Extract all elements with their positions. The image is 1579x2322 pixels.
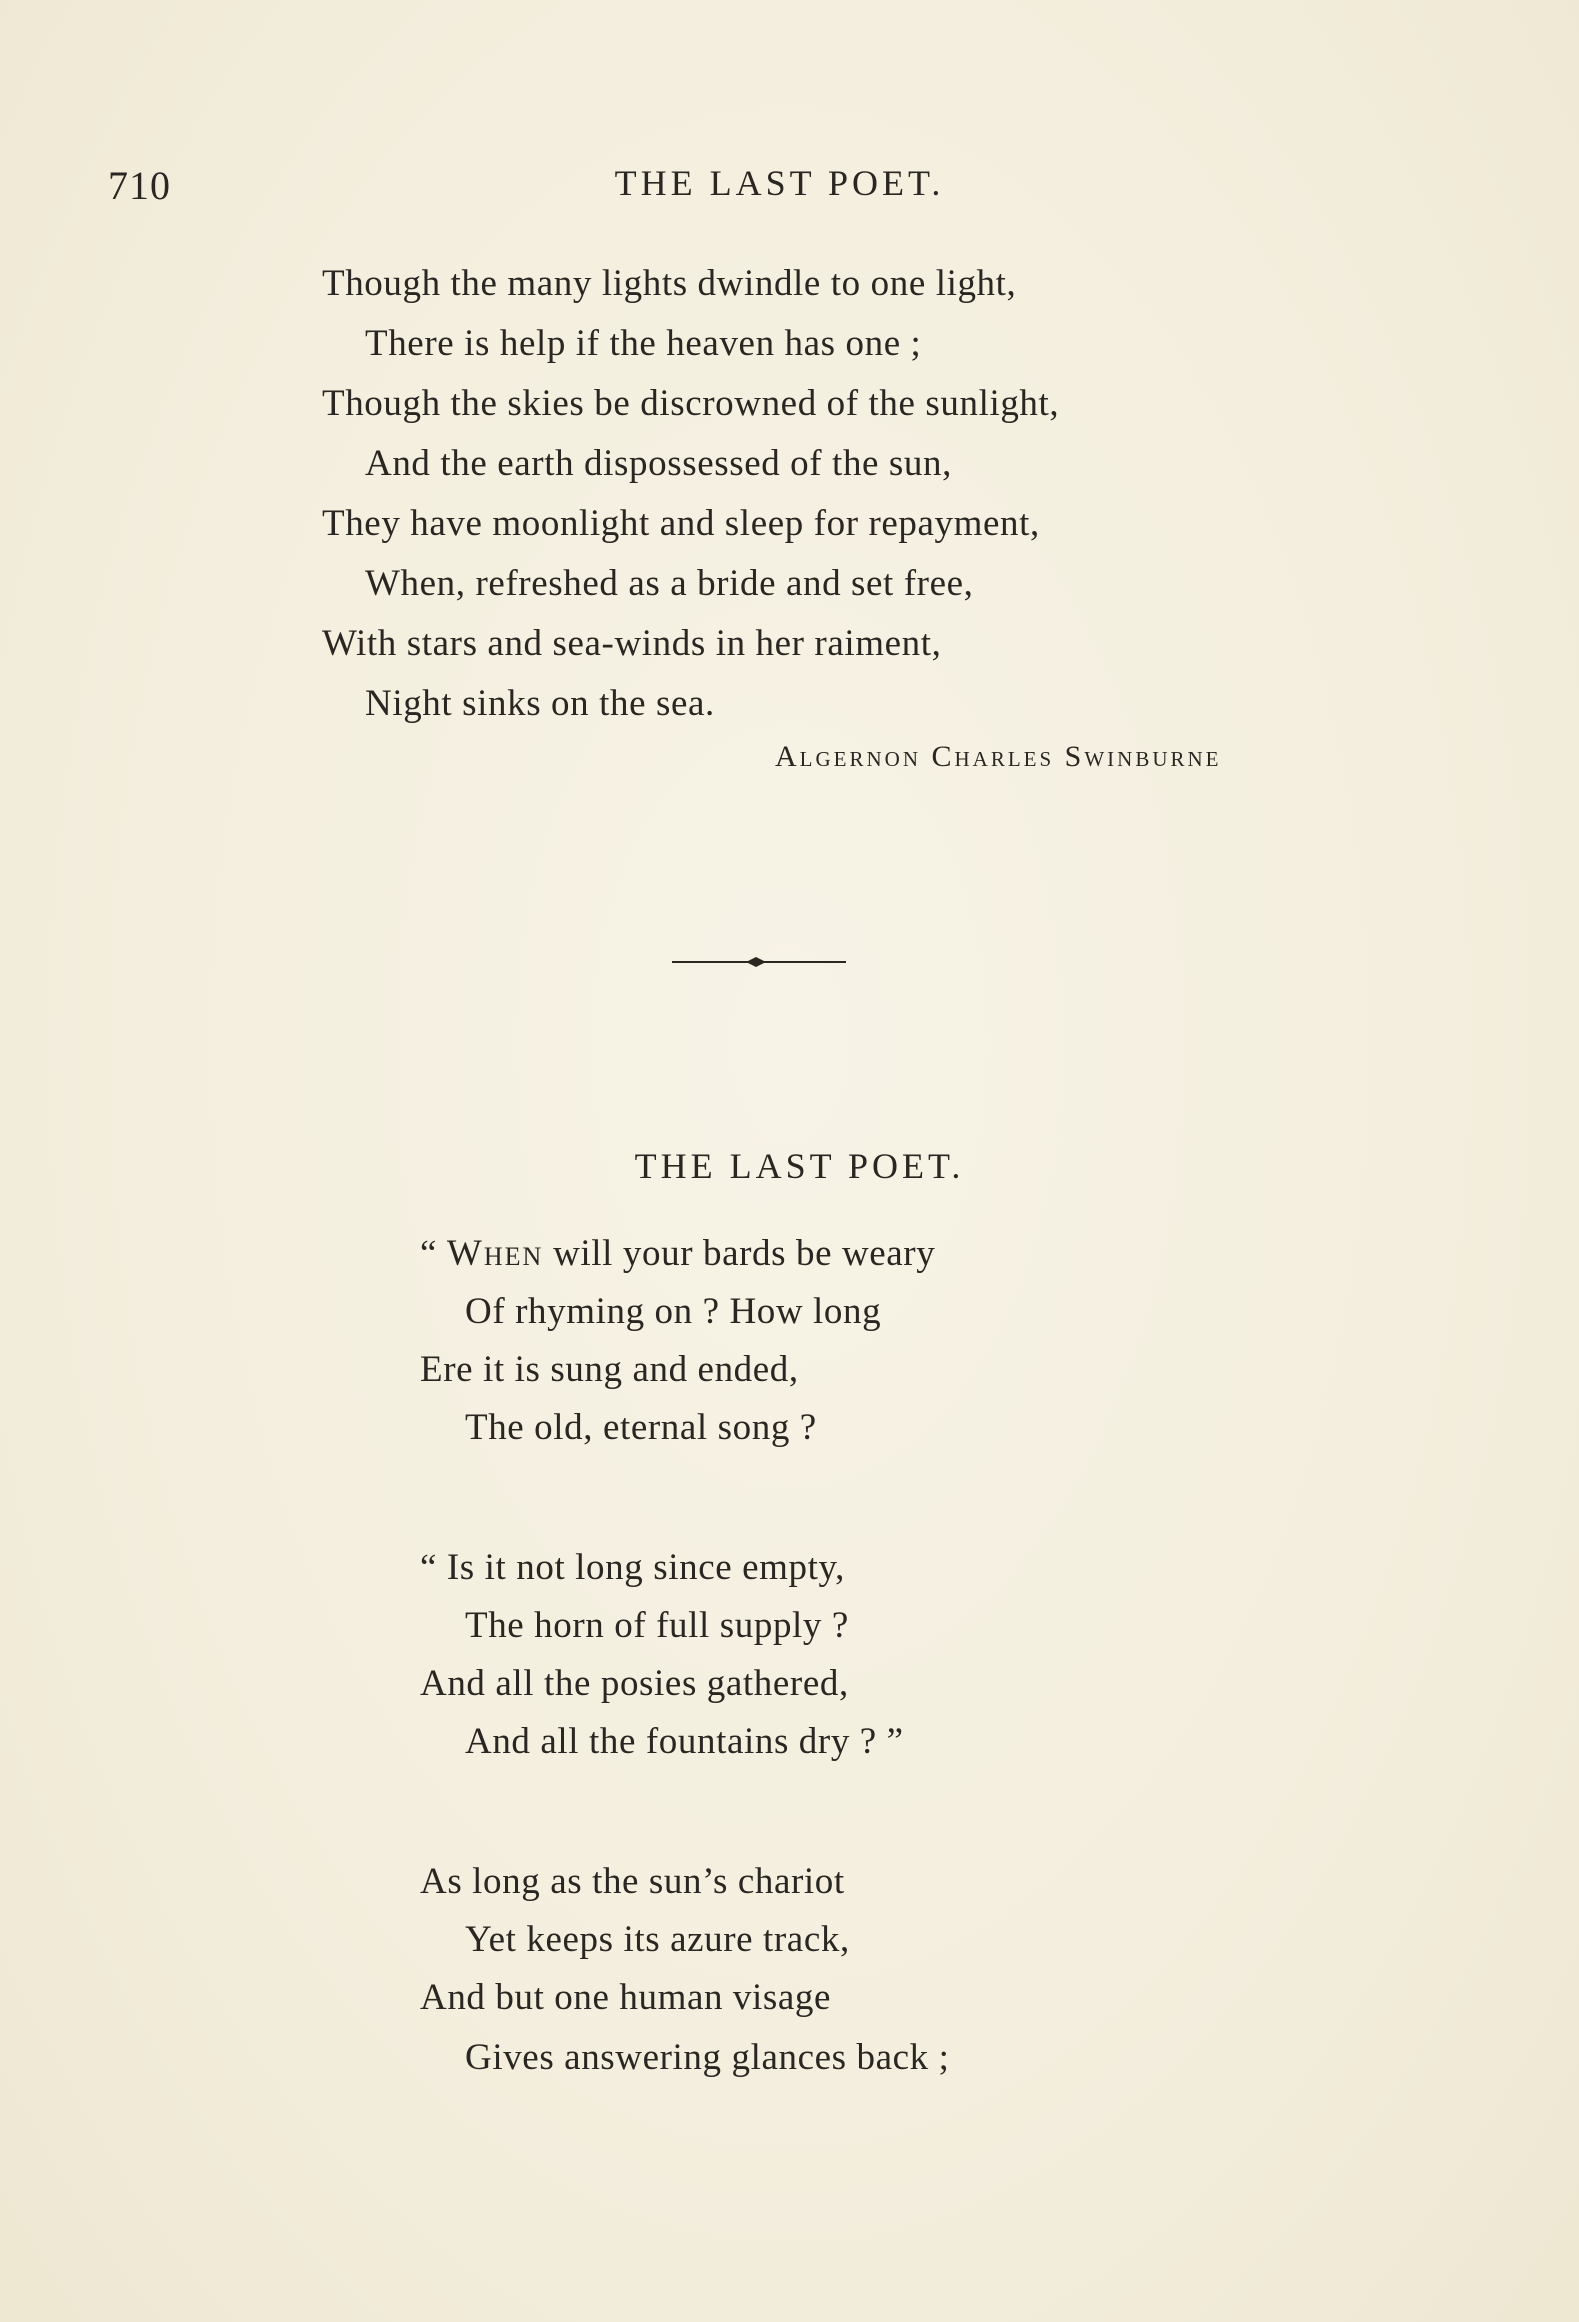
first-word: When	[446, 1233, 544, 1274]
poem1-line-8: Night sinks on the sea.	[365, 683, 715, 724]
poem1-line-2: There is help if the heaven has one ;	[365, 323, 922, 364]
poem1-line-3: Though the skies be discrowned of the sunlight,	[322, 383, 1060, 424]
poem2-title	[0, 1145, 1579, 1187]
poem2-stanza1-line-2: Of rhyming on ? How long	[465, 1291, 882, 1332]
running-head	[0, 162, 1579, 204]
poem2-stanza1-line-1	[420, 1232, 935, 1275]
poem1-line-6: When, refreshed as a bride and set free,	[365, 563, 974, 604]
poem2-stanza3-line-3: And but one human visage	[420, 1977, 832, 2018]
poem1-attribution: Algernon Charles Swinburne	[775, 740, 1222, 773]
poem2-stanza1-line-4: The old, eternal song ?	[465, 1407, 817, 1448]
poem1-line-5: They have moonlight and sleep for repayment,	[322, 503, 1040, 544]
poem2-stanza1-line-3: Ere it is sung and ended,	[420, 1349, 799, 1390]
poem2-stanza2-line-2: The horn of full supply ?	[465, 1605, 849, 1646]
poem1-line-4: And the earth dispossessed of the sun,	[365, 443, 952, 484]
line-rest: will your bards be weary	[543, 1233, 936, 1274]
page-number: 710	[108, 163, 171, 208]
poem2-title-text: THE LAST POET.	[634, 1146, 965, 1186]
ornament-divider	[672, 954, 846, 970]
open-quote: “	[420, 1233, 438, 1274]
running-head-title: THE LAST POET.	[614, 163, 945, 203]
poem2-stanza3-line-2: Yet keeps its azure track,	[465, 1919, 850, 1960]
poem2-stanza3-line-1: As long as the sun’s chariot	[420, 1861, 845, 1902]
poem2-stanza3-line-4: Gives answering glances back ;	[465, 2037, 950, 2078]
poem2-stanza2-line-1: “ Is it not long since empty,	[420, 1547, 846, 1588]
poem2-stanza2-line-3: And all the posies gathered,	[420, 1663, 849, 1704]
poem2-stanza2-line-4: And all the fountains dry ? ”	[465, 1721, 904, 1762]
poem1-line-1: Though the many lights dwindle to one light,	[322, 263, 1017, 304]
poem1-line-7: With stars and sea-winds in her raiment,	[322, 623, 942, 664]
